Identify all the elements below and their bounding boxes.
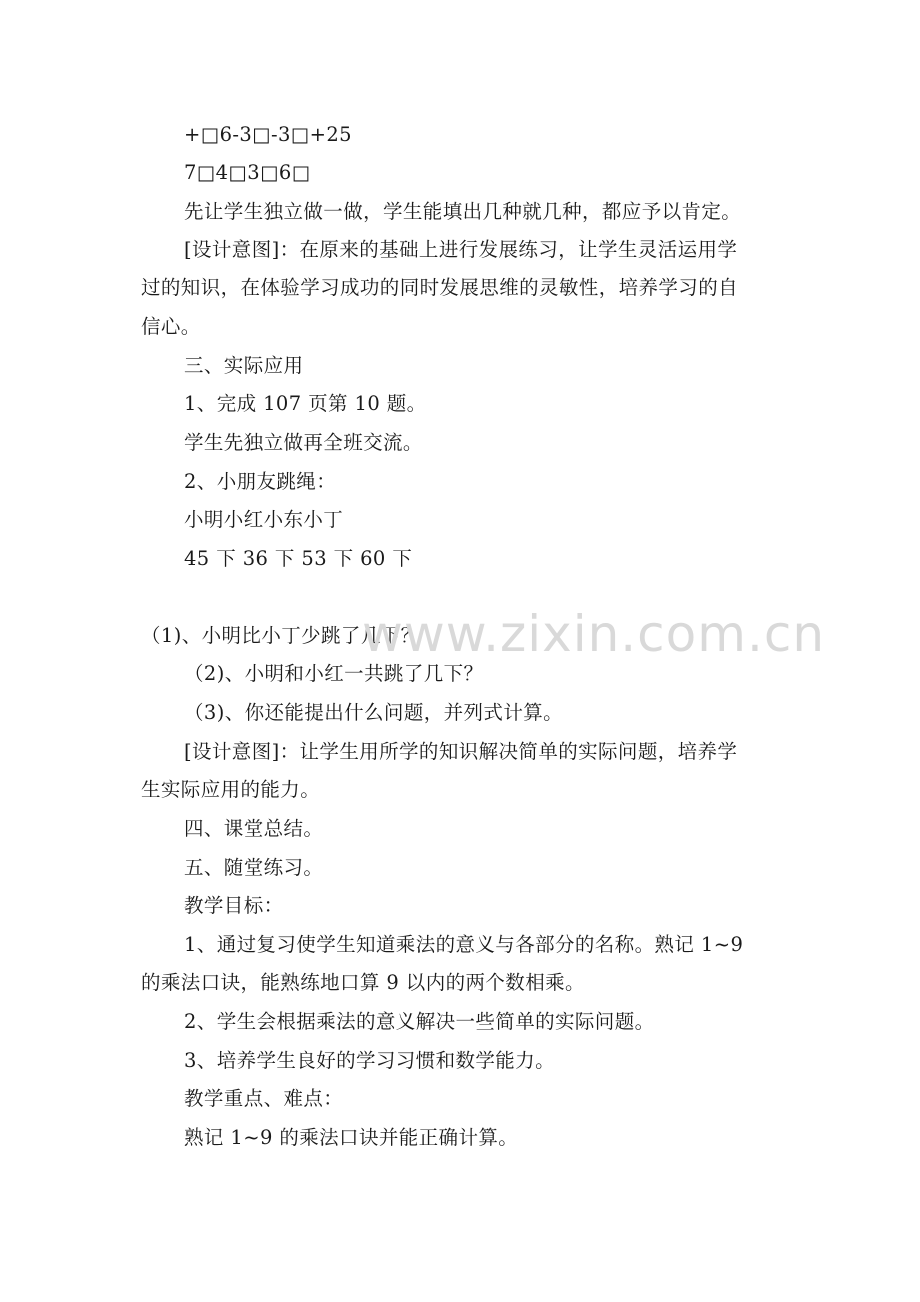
text-line-26: 熟记 1~9 的乘法口诀并能正确计算。: [184, 1126, 519, 1149]
text-line-8: 1、完成 107 页第 10 题。: [184, 392, 427, 415]
text-line-21: 1、通过复习使学生知道乘法的意义与各部分的名称。熟记 1~9: [184, 933, 744, 956]
text-line-2: 7□4□3□6□: [184, 161, 311, 184]
text-line-16: [设计意图]：让学生用所学的知识解决简单的实际问题，培养学: [184, 740, 738, 763]
text-line-12: 45 下 36 下 53 下 60 下: [184, 547, 413, 570]
text-line-1: +□6-3□-3□+25: [184, 123, 352, 146]
text-line-11: 小明小红小东小丁: [184, 508, 344, 531]
text-line-6: 信心。: [141, 315, 201, 338]
text-line-9: 学生先独立做再全班交流。: [184, 431, 423, 454]
text-line-3: 先让学生独立做一做，学生能填出几种就几种，都应予以肯定。: [184, 200, 742, 223]
question-2: （2)、小明和小红一共跳了几下？: [184, 662, 484, 685]
question-3: （3)、你还能提出什么问题，并列式计算。: [184, 701, 564, 724]
text-line-4: [设计意图]：在原来的基础上进行发展练习，让学生灵活运用学: [184, 238, 738, 261]
section-heading-5: 五、随堂练习。: [184, 856, 324, 879]
section-heading-3: 三、实际应用: [184, 354, 304, 377]
text-line-24: 3、培养学生良好的学习习惯和数学能力。: [184, 1049, 556, 1072]
text-line-5: 过的知识，在体验学习成功的同时发展思维的灵敏性，培养学习的自: [141, 276, 739, 299]
question-1: （1)、小明比小丁少跳了几下？: [141, 624, 421, 647]
text-line-10: 2、小朋友跳绳：: [184, 470, 337, 493]
key-points-heading: 教学重点、难点：: [184, 1087, 344, 1110]
watermark: www.zixin.com.cn: [362, 605, 826, 663]
text-line-23: 2、学生会根据乘法的意义解决一些简单的实际问题。: [184, 1010, 655, 1033]
text-line-17: 生实际应用的能力。: [141, 778, 321, 801]
section-heading-4: 四、课堂总结。: [184, 817, 324, 840]
text-line-22: 的乘法口诀，能熟练地口算 9 以内的两个数相乘。: [141, 971, 585, 994]
teaching-goals-heading: 教学目标：: [184, 894, 284, 917]
